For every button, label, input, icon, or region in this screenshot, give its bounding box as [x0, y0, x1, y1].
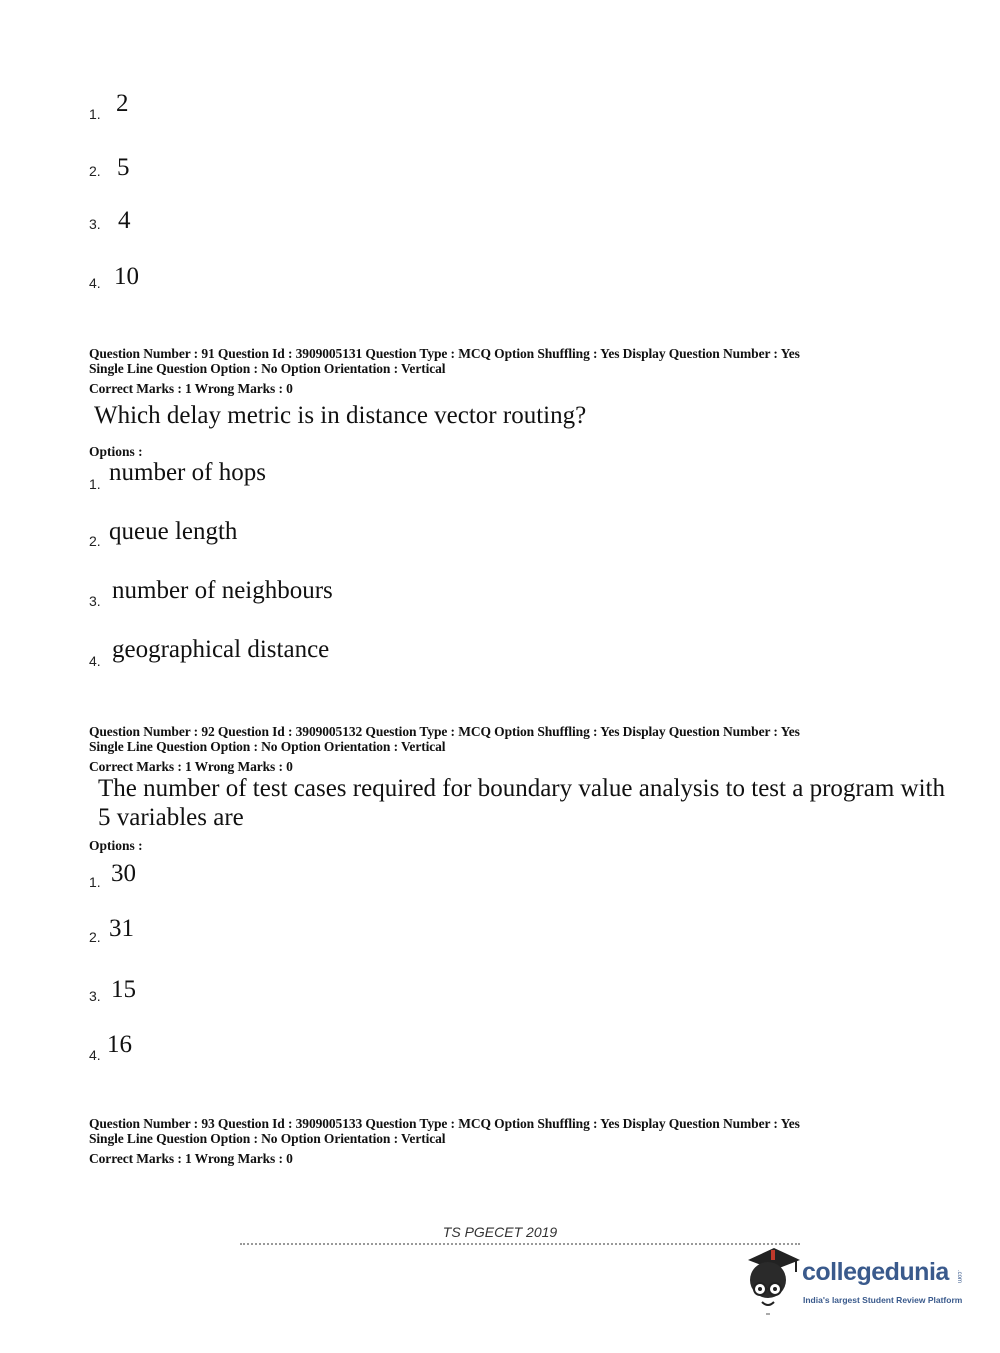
- option-text: 30: [111, 860, 136, 887]
- option-text: 15: [111, 976, 136, 1003]
- option-text: 2: [116, 90, 129, 117]
- option-number: 4.: [89, 1047, 101, 1063]
- q92-marks: Correct Marks : 1 Wrong Marks : 0: [89, 759, 293, 774]
- q92-meta-line2: Single Line Question Option : No Option Orientation : Vertical: [89, 739, 446, 754]
- option-number: 2.: [89, 533, 101, 549]
- q91-marks: Correct Marks : 1 Wrong Marks : 0: [89, 381, 293, 396]
- q92-question-line2: 5 variables are: [98, 804, 244, 831]
- option-text: 10: [114, 263, 139, 290]
- brand-tagline: India's largest Student Review Platform: [803, 1295, 963, 1305]
- option-text: 31: [109, 915, 134, 942]
- footer-exam-name: TS PGECET 2019: [442, 1224, 558, 1240]
- option-number: 1.: [89, 106, 101, 122]
- q92-options-label: Options :: [89, 838, 143, 853]
- option-number: 3.: [89, 593, 101, 609]
- q91-options-label: Options :: [89, 444, 143, 459]
- option-number: 1.: [89, 874, 101, 890]
- option-text: number of hops: [109, 459, 266, 486]
- option-text: geographical distance: [112, 636, 330, 663]
- option-number: 4.: [89, 275, 101, 291]
- q91-question-text: Which delay metric is in distance vector routing?: [94, 402, 587, 429]
- option-text: 5: [117, 154, 130, 181]
- option-number: 3.: [89, 988, 101, 1004]
- q92-question-line1: The number of test cases required for boundary value analysis to test a program with: [98, 775, 945, 802]
- q91-meta-line2: Single Line Question Option : No Option Orientation : Vertical: [89, 361, 446, 376]
- option-text: number of neighbours: [112, 577, 333, 604]
- option-number: 1.: [89, 476, 101, 492]
- q93-marks: Correct Marks : 1 Wrong Marks : 0: [89, 1151, 293, 1166]
- option-number: 2.: [89, 163, 101, 179]
- brand-name: collegedunia: [802, 1258, 949, 1286]
- q91-meta-line1: Question Number : 91 Question Id : 3909005131 Question Type : MCQ Option Shuffling : Yes Display Question Number : Yes: [89, 346, 800, 361]
- option-number: 2.: [89, 929, 101, 945]
- option-text: queue length: [109, 518, 238, 545]
- option-number: 4.: [89, 653, 101, 669]
- option-number: 3.: [89, 216, 101, 232]
- brand-domain: .com: [956, 1270, 962, 1284]
- q93-meta-line2: Single Line Question Option : No Option Orientation : Vertical: [89, 1131, 446, 1146]
- q93-meta-line1: Question Number : 93 Question Id : 3909005133 Question Type : MCQ Option Shuffling : Yes Display Question Number : Yes: [89, 1116, 800, 1131]
- q92-meta-line1: Question Number : 92 Question Id : 3909005132 Question Type : MCQ Option Shuffling : Yes Display Question Number : Yes: [89, 724, 800, 739]
- collegedunia-logo: [740, 1244, 972, 1316]
- footer-divider: [240, 1243, 800, 1247]
- option-text: 4: [118, 207, 131, 234]
- mascot-icon: [740, 1244, 802, 1316]
- option-text: 16: [107, 1031, 132, 1058]
